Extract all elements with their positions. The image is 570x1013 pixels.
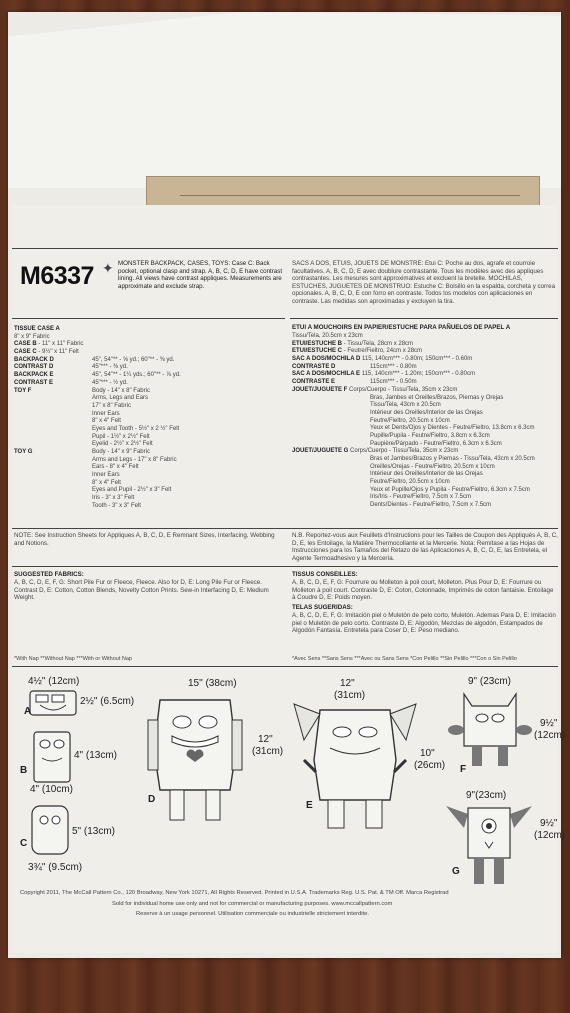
star-icon: ✦ [102, 260, 114, 276]
view-g-label: G [452, 866, 460, 877]
view-g-height-in: 9½" [540, 818, 558, 829]
view-f-label: F [460, 764, 467, 775]
view-a-width: 4½" (12cm) [28, 676, 80, 687]
notes-rule [12, 528, 558, 529]
view-a-tissue-case [28, 689, 78, 717]
view-e-height-cm: (26cm) [414, 760, 446, 771]
view-f-width: 9" (23cm) [468, 676, 512, 687]
view-c-height: 5" (13cm) [72, 826, 116, 837]
yardage-table-en: TISSUE CASE A 8" x 9" Fabric CASE B - 11" x 11" Fabric CASE C - 9½" x 11" Felt BACKPACK D 45", 54"** - ⅝ yd.; 60"** - ⅜ yd. CONTRAST D 45"*** - ⅜ yd. BACKPACK E 45", 54"** - 1¼ yds.; 60"** - ⅞ yd. CONTRAST E 45"*** - ½ yd. TOY F Body - 14" x 8" Fabric Arms, Legs and Ears 17" x 8" Fabric Inner Ears 8" x 4" Felt Eyes and Tooth - 5½" x 2 ½" Felt Pupil - 1½" x 2½" Felt Eyelid - 2½" x 2½" Felt TOY G Body - 14" x 9" Fabric Arms and Legs - 17" x 8" Fabric Ears - 8" x 4" Felt Inner Ears 8" x 4" Felt Eyes and Pupil - 2½" x 3" Felt Iris - 3" x 3" Felt Tooth - 3" x 3" Felt [14, 326, 181, 509]
footer-line3: Reserve à un usage personnel. Utilisation commerciale ou industrielle strictement interdite. [136, 911, 369, 917]
view-b-width: 4" (10cm) [30, 784, 74, 795]
view-f-height-cm: (12cm) [534, 730, 566, 741]
title-fr-es: SACS A DOS, ETUIS, JOUETS DE MONSTRE: Etui C: Poche au dos, agrafe et courroie facultatives. A, B, C, D, E avec doublure contrastante. Tous les modèles avec des appliques contrastantes. Les mesures sont approximatives et excluent la bretelle. MOCHILAS, ESTUCHES, JUGUETES DE MONSTRUO: Estuche C: Bolsillo en la espalda, corcheta y correa opcionales. A, B, C, D, E con forro en contraste. Todos los modelos con aplicaciones en contraste. Las medidas son aproximadas y excluyen la tira. [292, 260, 556, 305]
view-e-backpack [290, 700, 420, 840]
yardage-table-fr-es: Tissu/Tela, 20.5cm x 23cm ETUI/ESTUCHE B - Tissu/Tela, 28cm x 28cm ETUI/ESTUCHE C - Feutre/Fieltro, 24cm x 28cm SAC A DOS/MOCHILA D 115, 140cm*** - 0.80m; 150cm*** - 0.60m CONTRASTE D 115cm*** - 0.80m SAC A DOS/MOCHILA E 115, 140cm*** - 1.20m; 150cm*** - 0.80cm CONTRASTE E 115cm*** - 0.50m JOUET/JUGUETE F Corps/Cuerpo - Tissu/Tela, 35cm x 23cm Bras, Jambes et Oreilles/Brazos, Piernas y Orejas Tissu/Tela, 43cm x 20.5cm Intérieur des Oreilles/Interior de las Orejas Feutre/Fieltro, 20.5cm x 10cm Yeux et Dents/Ojos y Dientes - Feutre/Fieltro, 13.8cm x 6.3cm Pupille/Pupila - Feutre/Fieltro, 3.8cm x 6.3cm Paupière/Párpado - Feutre/Fieltro, 6.3cm x 6.3cm JOUET/JUGUETE G Corps/Cuerpo - Tissu/Tela, 35cm x 23cm Bras et Jambes/Brazos y Piernas - Tissu/Tela, 43cm x 20.5cm Oreilles/Orejas - Feutre/Fieltro, 20.5cm x 10cm Intérieur des Oreilles/Interior de las Orejas Feutre/Fieltro, 20.5cm x 10cm Yeux et Pupille/Ojos y Pupila - Feutre/Fieltro, 6.3cm x 7.5cm Iris/Iris - Feutre/Fieltro, 7.5cm x 7.5cm Dents/Dientes - Feutre/Fieltro, 7.5cm x 7.5cm [292, 333, 535, 509]
footer-copyright: Copyright 2011, The McCall Pattern Co., 120 Broadway, New York 10271, All Rights Reserved. Printed in U.S.A. Trademarks Reg. U.S. Pat. & TM Off. Marca Registrad [20, 890, 449, 896]
view-d-backpack [140, 690, 250, 830]
view-g-width: 9"(23cm) [466, 790, 507, 801]
view-d-height-cm: (31cm) [252, 746, 284, 757]
view-d-label: D [148, 794, 156, 805]
fabrics-en-title: SUGGESTED FABRICS: [14, 571, 84, 578]
view-b-label: B [20, 765, 28, 776]
view-e-label: E [306, 800, 313, 811]
views-rule [12, 666, 558, 667]
view-b-case [32, 730, 72, 784]
view-f-height-in: 9½" [540, 718, 558, 729]
table-rule-right [290, 318, 558, 319]
envelope-flap [8, 12, 561, 188]
view-c-label: C [20, 838, 28, 849]
view-a-height: 2½" (6.5cm) [80, 696, 135, 707]
right-table-header: ETUI A MOUCHOIRS EN PAPIER/ESTUCHE PARA PAÑUELOS DE PAPEL A [292, 324, 511, 331]
view-d-width: 15" (38cm) [188, 678, 237, 689]
view-f-toy [448, 690, 532, 770]
footer-line2: Sold for individual home use only and not for commercial or manufacturing purposes. www.mccallpattern.com [112, 901, 393, 907]
nap-legend-fr-es: *Avec Sens **Sans Sens ***Avec ou Sans Sens *Con Pelillo **Sin Pelillo ***Con o Sin Pelillo [292, 656, 517, 662]
view-g-height-cm: (12cm) [534, 830, 566, 841]
view-c-case [30, 804, 70, 856]
pattern-number: M6337 [20, 262, 94, 290]
title-en: MONSTER BACKPACK, CASES, TOYS: Case C: Back pocket, optional clasp and strap. A, B, C, D, E have contrast lining. All views have contrast appliques. Measurements are approximate and exclude strap. [118, 260, 283, 290]
view-d-height-in: 12" [258, 734, 273, 745]
fabrics-es: A, B, C, D, E, F, G: Imitación piel o Muletón de pelo corto, Muletón. Ademas Para D, E: Imitación piel o Muletón de pelo corto. Contraste D, E: Algodón, Mezclas de algodón, Estampados de Algodón Fantasía. Entretela para Coser D, E: Peso mediano. [292, 612, 556, 635]
table-rule-left [12, 318, 285, 319]
fabrics-fr-title: TISSUS CONSEILLES: [292, 571, 358, 578]
nap-legend-en: *With Nap **Without Nap ***With or Without Nap [14, 656, 132, 662]
fabrics-fr: A, B, C, D, E, F, G: Fourrure ou Molleton à poil court, Molleton. Plus Pour D, E: Fourrure ou Molleton à poil court. Contraste D, E: Coton, Cotonnade, Imprimés de coton fantaisie. Entoilage à Coudre D, E: Poids moyen. [292, 579, 554, 602]
view-c-width: 3¾" (9.5cm) [28, 862, 83, 873]
note-en: NOTE: See Instruction Sheets for Appliques A, B, C, D, E Remnant Sizes, Interfacing, Webbing and Notions. [14, 532, 275, 547]
view-e-width-in: 12" [340, 678, 355, 689]
tissue-fold-line [180, 195, 520, 196]
view-e-width-cm: (31cm) [334, 690, 366, 701]
view-e-height-in: 10" [420, 748, 435, 759]
note-fr-es: N.B. Reportez-vous aux Feuillets d'Instructions pour les Tailles de Coupon des Appliqués A, B, C, D, E, les Entoilage, la Matière Thermocollante et la Mercerie. Nota: Remítase a las Hojas de Instrucciones para los Tamaños del Retazo de las Aplicaciones A, B, C, D, E, las Entretela, el Agente Termoadhesivo y la Mercería. [292, 532, 558, 562]
fabrics-es-title: TELAS SUGERIDAS: [292, 604, 353, 611]
fabrics-en: A, B, C, D, E, F, G: Short Pile Fur or Fleece, Fleece. Also for D, E: Long Pile Fur or Fleece. Contrast D, E: Cotton, Cotton Blends, Novelty Cotton Prints. Sew-in Interfacing D, E: Medium Weight. [14, 579, 269, 602]
view-b-height: 4" (13cm) [74, 750, 118, 761]
view-a-label: A [24, 706, 32, 717]
fabrics-rule [12, 566, 558, 567]
top-rule [12, 248, 558, 249]
